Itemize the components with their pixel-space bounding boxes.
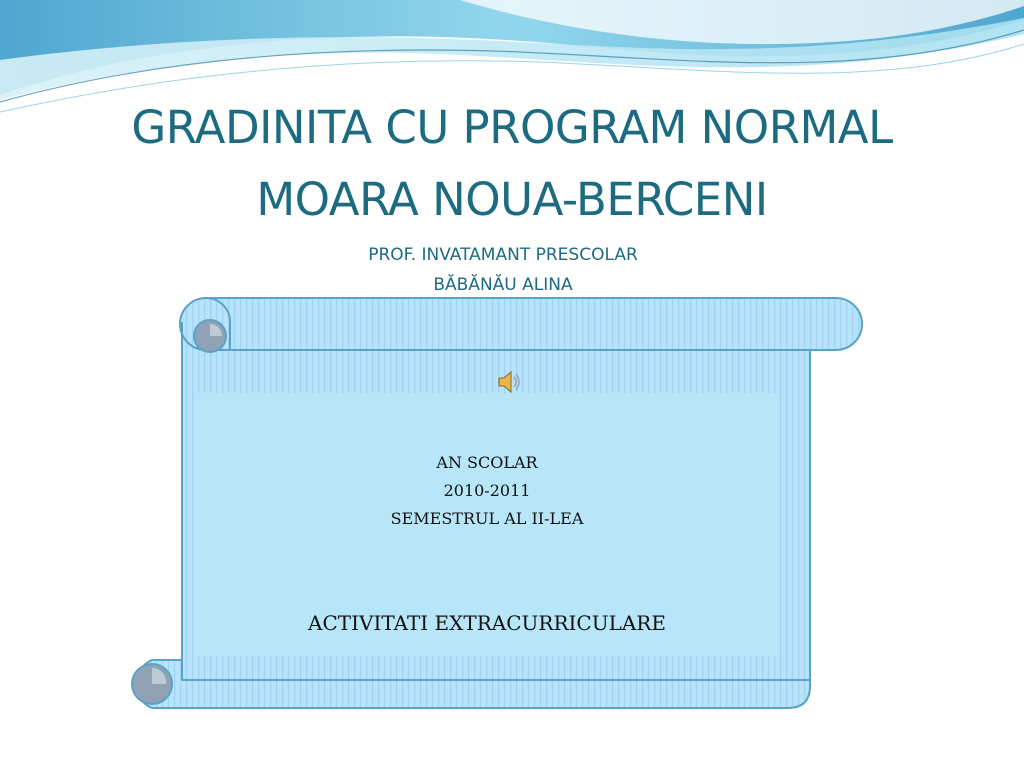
- title-line-2: MOARA NOUA-BERCENI: [256, 173, 768, 226]
- subtitle-line-2: BĂBĂNĂU ALINA: [433, 275, 573, 295]
- activities-label: ACTIVITATI EXTRACURRICULARE: [308, 611, 666, 635]
- semester-label: SEMESTRUL AL II-LEA: [390, 509, 584, 528]
- subtitle-line-1: PROF. INVATAMANT PRESCOLAR: [368, 245, 638, 265]
- school-year-value: 2010-2011: [443, 481, 531, 500]
- school-year-block: [196, 449, 778, 533]
- content-box: [196, 393, 778, 656]
- title-line-1: GRADINITA CU PROGRAM NORMAL: [131, 101, 893, 154]
- school-year-label: AN SCOLAR: [436, 453, 538, 472]
